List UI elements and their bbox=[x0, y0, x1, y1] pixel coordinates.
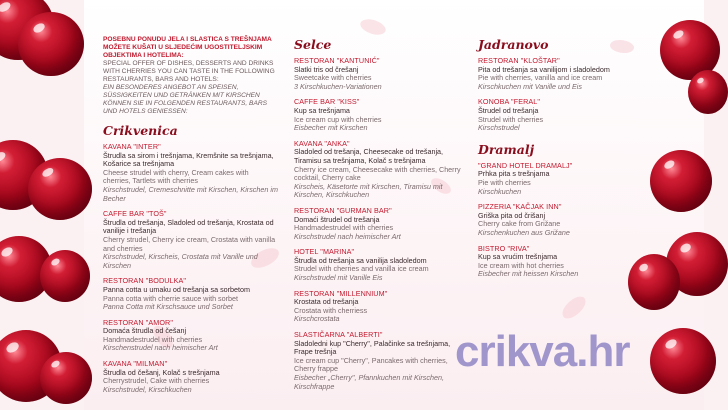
venue-offer-german: Kirschenstrudel nach heimischer Art bbox=[103, 343, 218, 353]
venue-offer-croatian: Štrudel od trešanja bbox=[478, 105, 539, 115]
venue-offer-english: Sweetcake with cherries bbox=[294, 73, 372, 83]
venue-item bbox=[478, 162, 628, 196]
venue-offer-english: Cherry cake from Grižane bbox=[478, 219, 561, 229]
cherry-image bbox=[650, 328, 716, 394]
venue-name: "GRAND HOTEL DRAMALJ" bbox=[478, 160, 573, 170]
venue-offer-croatian: Domaća štrudla od češanj bbox=[103, 326, 187, 336]
venue-item bbox=[103, 143, 278, 203]
venue-offer-croatian: Štrudla od trešanja sa vanilija sladoledom bbox=[294, 255, 427, 265]
venue-offer-english: Ice cream cup with cherries bbox=[294, 114, 382, 124]
cherry-image bbox=[18, 12, 84, 76]
intro-croatian: POSEBNU PONUDU JELA I SLASTICA S TREŠNJAMA MOŽETE KUŠATI U SLJEDEĆIM UGOSTITELJSKIM OBJEKTIMA I HOTELIMA: bbox=[103, 36, 272, 59]
venue-item bbox=[478, 245, 628, 279]
cherry-image bbox=[688, 70, 728, 114]
cherry-image bbox=[650, 150, 712, 212]
venue-offer-german: Kirschkuchen bbox=[478, 186, 522, 196]
venue-offer-german: Eisbecher mit Kirschen bbox=[294, 123, 368, 133]
section-title-crikvenica: Crikvenica bbox=[103, 123, 178, 138]
venue-name: PIZZERIA "KAČJAK INN" bbox=[478, 202, 562, 212]
venue-offer-english: Cheese strudel with cherry, Cream cakes with cherries, Tartlets with cherries bbox=[103, 167, 249, 186]
venue-offer-german: Kirschkuchen mit Vanille und Eis bbox=[478, 81, 583, 91]
venue-name: RESTORAN "BODULKA" bbox=[103, 276, 187, 286]
venue-name: KAVANA "ANKA" bbox=[294, 138, 350, 148]
venue-name: RESTORAN "MILLENNIUM" bbox=[294, 288, 388, 298]
crikva-logo: crikva.hr bbox=[455, 327, 630, 376]
venue-offer-english: Cherry ice cream, Cheesecake with cherries, Cherry cocktail, Cherry cake bbox=[294, 164, 461, 183]
venue-offer-croatian: Domaći štrudel od trešanja bbox=[294, 214, 380, 224]
venue-name: RESTORAN "GURMAN BAR" bbox=[294, 205, 392, 215]
venue-offer-english: Handmadestrudel with cherries bbox=[294, 223, 394, 233]
venue-offer-german: Kirschstrudel bbox=[478, 123, 520, 133]
venue-name: RESTORAN "KLOŠTAR" bbox=[478, 56, 560, 65]
intro-text bbox=[103, 36, 278, 116]
menu-column-3 bbox=[478, 38, 628, 286]
venue-offer-croatian: Štrudla od trešanja, Sladoled od trešanja, Krostata od vanilije i trešanja bbox=[103, 217, 274, 236]
venue-item bbox=[294, 248, 464, 282]
venue-offer-german: Kirschenkuchen aus Grižane bbox=[478, 227, 570, 237]
venue-item bbox=[103, 360, 278, 394]
venue-name: KAVANA "INTER" bbox=[103, 142, 161, 151]
venue-offer-english: Pie with cherries, vanilla and ice cream bbox=[478, 73, 603, 83]
venue-name: KONOBA "FERAL" bbox=[478, 97, 541, 107]
venue-name: CAFFE BAR "TOŠ" bbox=[103, 209, 167, 219]
venue-name: CAFFE BAR "KISS" bbox=[294, 97, 360, 107]
venue-offer-croatian: Sladoled od trešanja, Cheesecake od trešanja, Tiramisu sa trešnjama, Kolač s trešnjama bbox=[294, 147, 444, 165]
venue-offer-german: Kirschcrostata bbox=[294, 314, 340, 324]
venue-offer-english: Crostata with cherriess bbox=[294, 305, 368, 315]
venue-item bbox=[294, 290, 464, 324]
venue-offer-german: Panna Cotta mit Kirschsauce und Sorbet bbox=[103, 302, 233, 312]
venue-offer-english: Ice cream cup "Cherry", Pancakes with cherries, Cherry frappe bbox=[294, 355, 448, 374]
venue-name: HOTEL "MARINA" bbox=[294, 247, 355, 257]
cherry-image bbox=[28, 158, 92, 220]
venue-offer-german: Kirschstrudel, Cremeschnitte mit Kirschen, Kirschen im Becher bbox=[103, 184, 278, 203]
venue-offer-croatian: Sladoledni kup "Cherry", Palačinke sa trešnjama, Frape trešnja bbox=[294, 338, 451, 357]
venue-offer-croatian: Kup sa trešnjama bbox=[294, 105, 350, 115]
venue-offer-german: Kirschstrudel, Kirscheis, Crostata mit Vanille und Kirschen bbox=[103, 252, 258, 270]
intro-german: EIN BESONDERES ANGEBOT AN SPEISEN, SÜSSIGKEITEN UND GETRÄNKEN MIT KIRSCHEN KÖNNEN SIE IN FOLGENDEN RESTAURANTS, BARS UND HOTELS GENIESSEN: bbox=[103, 84, 268, 115]
menu-column-2 bbox=[294, 38, 464, 398]
venue-item bbox=[478, 98, 628, 132]
venue-item bbox=[478, 203, 628, 237]
venue-name: KAVANA "MILMAN" bbox=[103, 359, 168, 369]
venue-offer-croatian: Štrudla sa sirom i trešnjama, Kremšnite sa trešnjama, Košarice sa trešnjama bbox=[103, 150, 274, 169]
cherry-image bbox=[628, 254, 680, 310]
venue-item bbox=[103, 319, 278, 353]
venue-item bbox=[294, 331, 464, 391]
cherry-image bbox=[40, 250, 90, 302]
intro-english: SPECIAL OFFER OF DISHES, DESSERTS AND DRINKS WITH CHERRIES YOU CAN TASTE IN THE FOLLOWING RESTAURANTS, BARS AND HOTELS: bbox=[103, 60, 275, 83]
venue-item bbox=[103, 277, 278, 311]
venue-item bbox=[294, 57, 464, 91]
venue-offer-german: Kirschstrudel mit Vanille Eis bbox=[294, 273, 383, 283]
venue-offer-croatian: Krostata od trešanja bbox=[294, 297, 359, 307]
venue-offer-croatian: Griška pita od črišanj bbox=[478, 210, 546, 220]
venue-item bbox=[294, 140, 464, 200]
venue-offer-english: Cherry strudel, Cherry ice cream, Crostata with vanilla and cherries bbox=[103, 234, 276, 253]
venue-item bbox=[103, 210, 278, 270]
menu-column-1 bbox=[103, 36, 278, 401]
section-title-selce: Selce bbox=[294, 37, 332, 52]
venue-offer-croatian: Prhka pita s trešnjama bbox=[478, 169, 550, 179]
venue-offer-croatian: Slatki tris od črešanj bbox=[294, 64, 359, 74]
venue-name: BISTRO "RIVA" bbox=[478, 243, 530, 253]
venue-name: RESTORAN "AMOR" bbox=[103, 317, 173, 327]
venue-offer-german: Kirschstrudel nach heimischer Art bbox=[294, 231, 401, 241]
venue-offer-german: Eisbecher mit heissen Kirschen bbox=[478, 269, 579, 279]
venue-offer-english: Strudel with cherries and vanilla ice cream bbox=[294, 264, 429, 274]
venue-offer-croatian: Štrudla od češanj, Kolač s trešnjama bbox=[103, 367, 220, 377]
venue-name: RESTORAN "KANTUNIĆ" bbox=[294, 56, 380, 65]
cherry-image bbox=[40, 352, 92, 404]
venue-offer-croatian: Kup sa vrućim trešnjama bbox=[478, 252, 558, 262]
venue-offer-english: Panna cotta with cherrie sauce with sorbet bbox=[103, 293, 239, 303]
venue-item bbox=[294, 98, 464, 132]
venue-item bbox=[478, 57, 628, 91]
section-title-jadranovo: Jadranovo bbox=[478, 37, 549, 52]
venue-offer-german: Kirscheis, Käsetorte mit Kirschen, Tiramisu mit Kirschen, Kirschkuchen bbox=[294, 181, 443, 200]
venue-offer-english: Handmadestrudel with cherries bbox=[103, 334, 203, 344]
venue-offer-croatian: Panna cotta u umaku od trešanja sa sorbetom bbox=[103, 284, 251, 294]
venue-offer-english: Strudel with cherries bbox=[478, 114, 544, 124]
venue-offer-english: Cherrystrudel, Cake with cherries bbox=[103, 376, 210, 386]
venue-offer-german: Kirschstrudel, Kirschkuchen bbox=[103, 384, 192, 394]
venue-item bbox=[294, 207, 464, 241]
venue-name: SLASTIČARNA "ALBERTI" bbox=[294, 330, 383, 340]
section-title-dramalj: Dramalj bbox=[478, 141, 535, 157]
venue-offer-croatian: Pita od trešanja sa vanilijom i sladoledom bbox=[478, 64, 610, 74]
venue-offer-english: Ice cream with hot cherries bbox=[478, 260, 564, 270]
venue-offer-german: Eisbecher „Cherry", Pfannkuchen mit Kirschen, Kirschfrappe bbox=[294, 373, 444, 391]
venue-offer-english: Pie with cherries bbox=[478, 177, 531, 187]
venue-offer-german: 3 Kirschkuchen-Variationen bbox=[294, 81, 382, 91]
